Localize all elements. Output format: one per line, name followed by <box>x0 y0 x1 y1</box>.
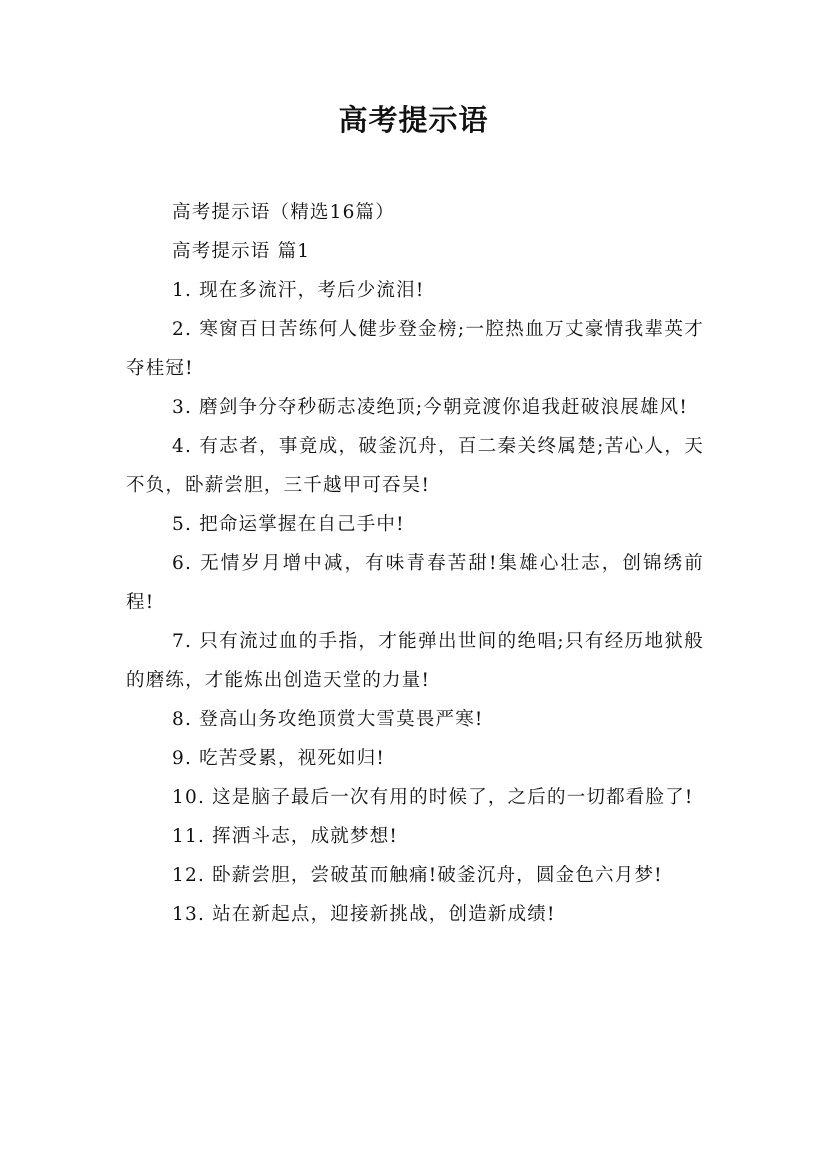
list-item: 7. 只有流过血的手指，才能弹出世间的绝唱;只有经历地狱般的磨练，才能炼出创造天堂的力量! <box>126 631 704 691</box>
list-item: 9. 吃苦受累，视死如归! <box>172 748 386 769</box>
list-item: 11. 挥洒斗志，成就梦想! <box>172 826 399 847</box>
list-item: 6. 无情岁月增中减，有味青春苦甜!集雄心壮志，创锦绣前程! <box>126 553 704 613</box>
list-item: 8. 登高山务攻绝顶赏大雪莫畏严寒! <box>172 709 484 730</box>
list-item: 10. 这是脑子最后一次有用的时候了，之后的一切都看脸了! <box>172 787 694 808</box>
list-item: 13. 站在新起点，迎接新挑战，创造新成绩! <box>172 904 556 925</box>
subtitle: 高考提示语（精选16篇） <box>172 202 395 223</box>
document-body <box>126 193 704 934</box>
list-item: 1. 现在多流汗，考后少流泪! <box>172 280 425 301</box>
list-item: 12. 卧薪尝胆，尝破茧而触痛!破釜沉舟，圆金色六月梦! <box>172 865 663 886</box>
list-item: 5. 把命运掌握在自己手中! <box>172 514 405 535</box>
list-item: 3. 磨剑争分夺秒砺志凌绝顶;今朝竞渡你追我赶破浪展雄风! <box>172 397 689 418</box>
list-item: 2. 寒窗百日苦练何人健步登金榜;一腔热血万丈豪情我辈英才夺桂冠! <box>126 319 704 379</box>
section-heading: 高考提示语 篇1 <box>172 241 311 262</box>
list-item: 4. 有志者，事竟成，破釜沉舟，百二秦关终属楚;苦心人，天不负，卧薪尝胆，三千越甲可吞吴! <box>126 436 704 496</box>
page-title: 高考提示语 <box>338 103 489 137</box>
